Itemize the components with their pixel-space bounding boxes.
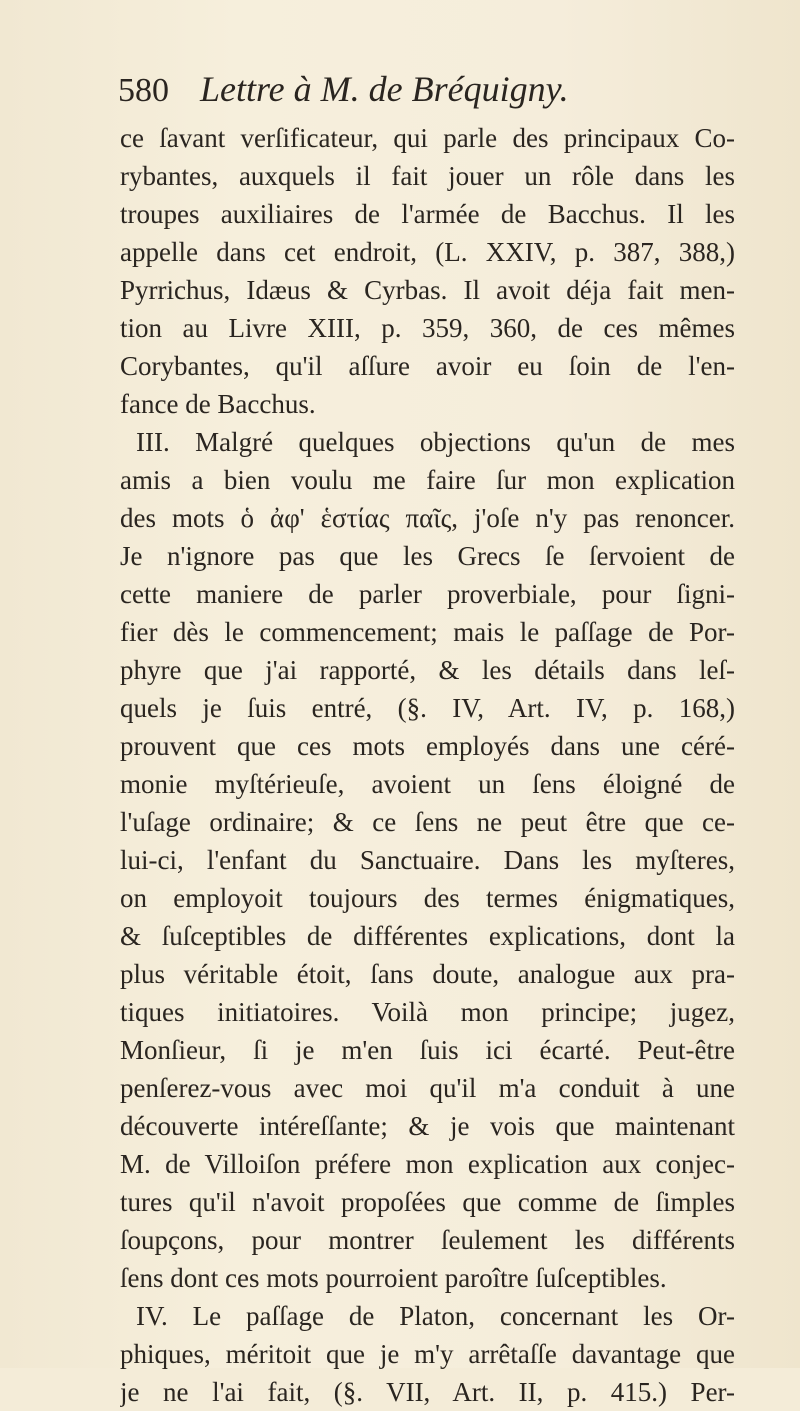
text-line: je ne l'ai fait, (§. VII, Art. II, p. 415.) Per- (120, 1377, 735, 1407)
text-line: appelle dans cet endroit, (L. XXIV, p. 387, 388,) (120, 237, 735, 267)
text-line: tiques initiatoires. Voilà mon principe; jugez, (120, 997, 735, 1027)
text-line: prouvent que ces mots employés dans une céré- (120, 731, 735, 761)
text-line: IV. Le paſſage de Platon, concernant les Or- (136, 1301, 735, 1331)
text-line: ſens dont ces mots pourroient paroître ſuſceptibles. (120, 1263, 667, 1293)
text-line: Corybantes, qu'il aſſure avoir eu ſoin de l'en- (120, 351, 735, 381)
text-line: l'uſage ordinaire; & ce ſens ne peut être que ce- (120, 807, 735, 837)
text-line: plus véritable étoit, ſans doute, analogue aux pra- (120, 959, 735, 989)
text-line: III. Malgré quelques objections qu'un de mes (136, 427, 735, 457)
body-text (120, 119, 735, 1411)
running-title: Lettre à M. de Bréquigny. (200, 69, 569, 109)
text-line: amis a bien voulu me faire ſur mon explication (120, 465, 735, 495)
text-line: découverte intéreſſante; & je vois que maintenant (120, 1111, 735, 1141)
text-line: fier dès le commencement; mais le paſſage de Por- (120, 617, 735, 647)
text-line: monie myſtérieuſe, avoient un ſens éloigné de (120, 769, 735, 799)
text-line: cette maniere de parler proverbiale, pour ſigni- (120, 579, 735, 609)
text-line: des mots ὁ ἀφ' ἑστίας παῖς, j'oſe n'y pas renoncer. (120, 503, 735, 533)
text-line: penſerez-vous avec moi qu'il m'a conduit à une (120, 1073, 735, 1103)
text-line: phiques, méritoit que je m'y arrêtaſſe davantage que (120, 1339, 735, 1369)
text-line: M. de Villoiſon préfere mon explication aux conjec- (120, 1149, 735, 1179)
text-line: ſoupçons, pour montrer ſeulement les différents (120, 1225, 735, 1255)
text-line: Monſieur, ſi je m'en ſuis ici écarté. Peut-être (120, 1035, 735, 1065)
text-line: troupes auxiliaires de l'armée de Bacchus. Il les (120, 199, 735, 229)
text-line: Je n'ignore pas que les Grecs ſe ſervoient de (120, 541, 735, 571)
text-line: tion au Livre XIII, p. 359, 360, de ces mêmes (120, 313, 735, 343)
text-line: phyre que j'ai rapporté, & les détails dans leſ- (120, 655, 735, 685)
text-line: quels je ſuis entré, (§. IV, Art. IV, p. 168,) (120, 693, 735, 723)
page-number: 580 (118, 72, 169, 109)
page-header (118, 64, 738, 114)
text-line: tures qu'il n'avoit propoſées que comme de ſimples (120, 1187, 735, 1217)
text-line: Pyrrichus, Idæus & Cyrbas. Il avoit déja fait men- (120, 275, 735, 305)
text-line: lui-ci, l'enfant du Sanctuaire. Dans les myſteres, (120, 845, 735, 875)
text-line: rybantes, auxquels il fait jouer un rôle dans les (120, 161, 735, 191)
text-line: & ſuſceptibles de différentes explications, dont la (120, 921, 735, 951)
text-line: on employoit toujours des termes énigmatiques, (120, 883, 735, 913)
text-line: fance de Bacchus. (120, 389, 316, 419)
text-line: ce ſavant verſificateur, qui parle des principaux Co- (120, 123, 735, 153)
